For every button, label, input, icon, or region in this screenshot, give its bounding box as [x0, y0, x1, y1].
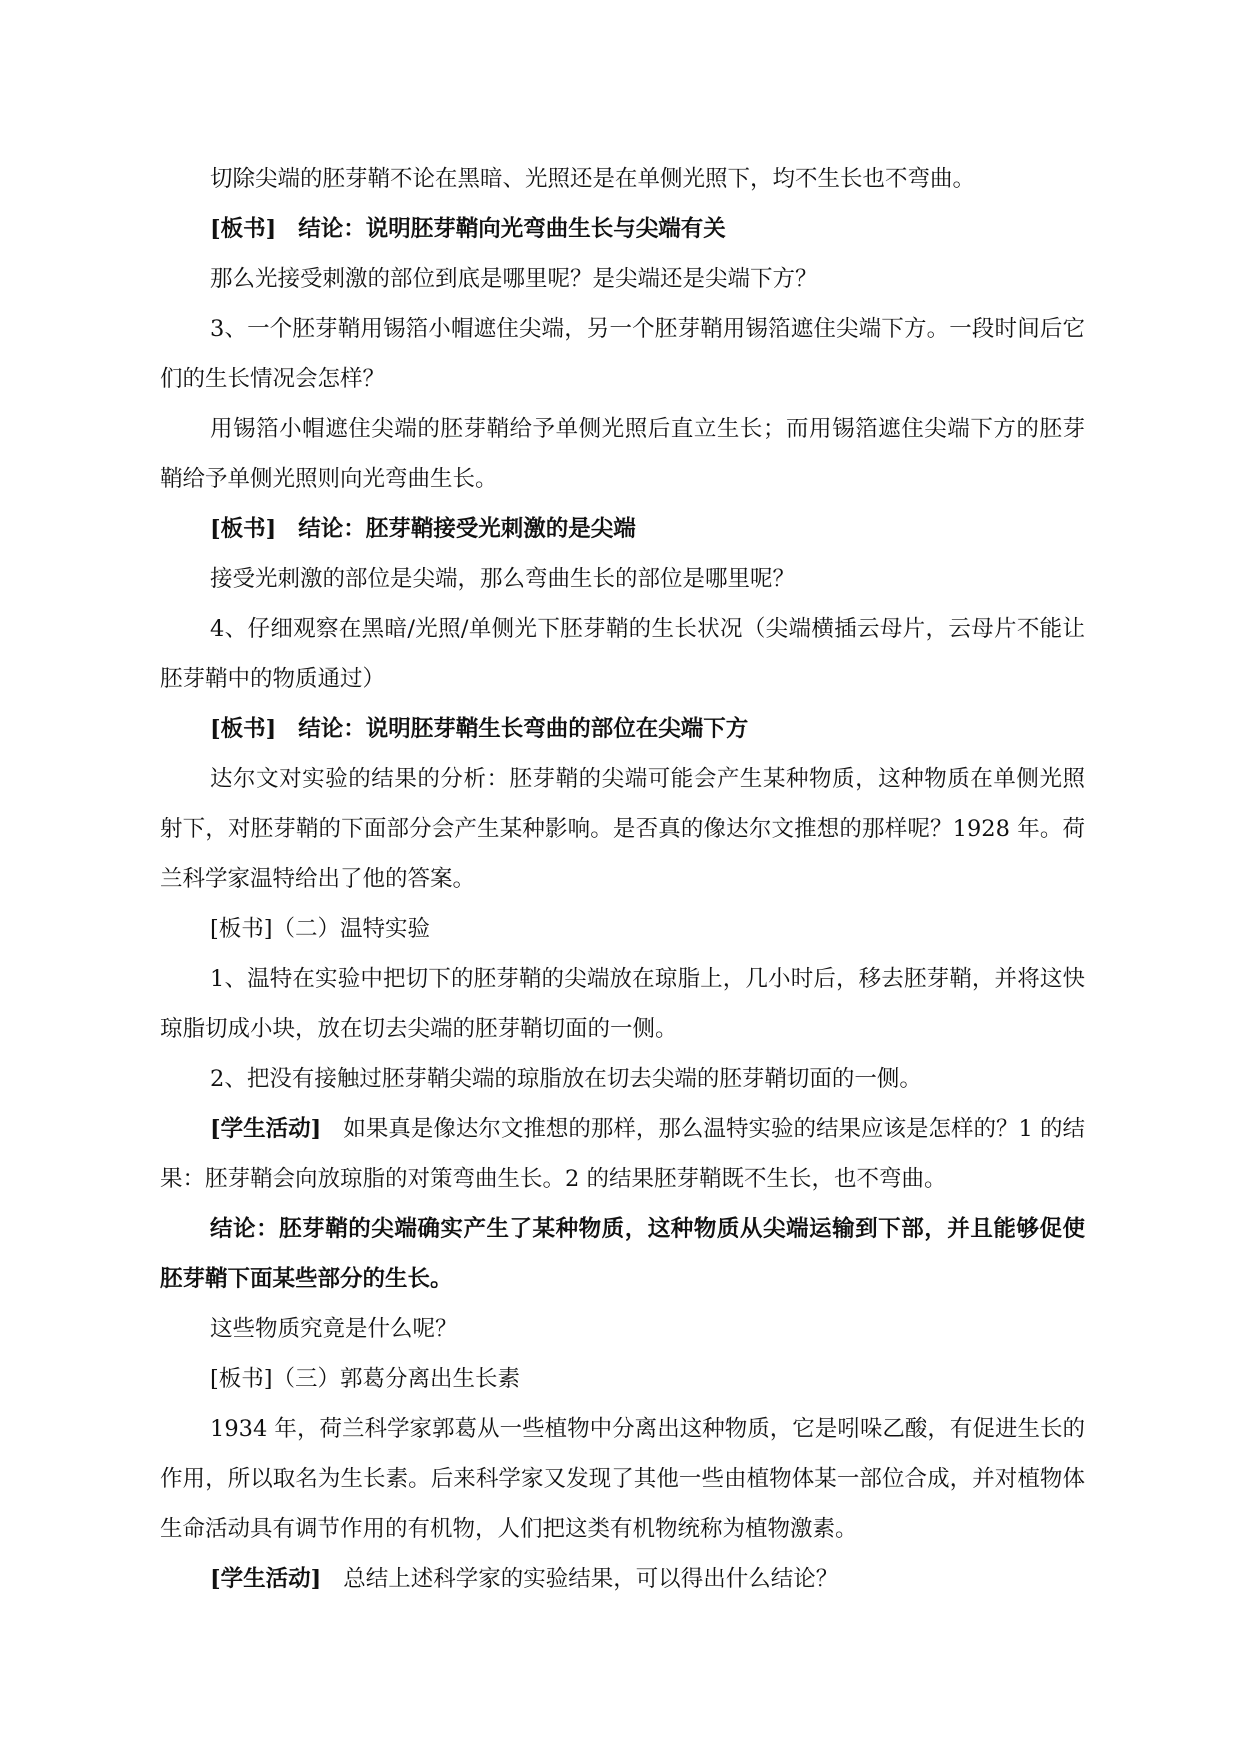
conclusion-text: 结论：说明胚芽鞘生长弯曲的部位在尖端下方	[298, 716, 749, 742]
paragraph-3	[160, 254, 1085, 304]
board-tag: [板书]	[210, 716, 277, 742]
paragraph-16	[160, 1304, 1085, 1354]
conclusion-text: 结论：胚芽鞘的尖端确实产生了某种物质，这种物质从尖端运输到下部，并且能够促使胚芽鞘下面某些部分的生长。	[160, 1216, 1085, 1292]
paragraph-1	[160, 154, 1085, 204]
paragraph-text: 2、把没有接触过胚芽鞘尖端的琼脂放在切去尖端的胚芽鞘切面的一侧。	[210, 1066, 922, 1092]
paragraph-2	[160, 204, 1085, 254]
paragraph-12	[160, 954, 1085, 1054]
paragraph-text: 1934 年，荷兰科学家郭葛从一些植物中分离出这种物质，它是吲哚乙酸，有促进生长的作用，所以取名为生长素。后来科学家又发现了其他一些由植物体某一部位合成，并对植物体生命活动具有调节作用的有机物，人们把这类有机物统称为植物激素。	[160, 1416, 1085, 1542]
board-tag: [板书]	[210, 516, 277, 542]
paragraph-text: 那么光接受刺激的部位到底是哪里呢？是尖端还是尖端下方？	[210, 266, 818, 292]
paragraph-19	[160, 1554, 1085, 1604]
paragraph-text: 这些物质究竟是什么呢？	[210, 1316, 458, 1342]
paragraph-13	[160, 1054, 1085, 1104]
paragraph-10	[160, 754, 1085, 904]
paragraph-7	[160, 554, 1085, 604]
paragraph-text: 1、温特在实验中把切下的胚芽鞘的尖端放在琼脂上，几小时后，移去胚芽鞘，并将这快琼脂切成小块，放在切去尖端的胚芽鞘切面的一侧。	[160, 966, 1085, 1042]
paragraph-text: 4、仔细观察在黑暗/光照/单侧光下胚芽鞘的生长状况（尖端横插云母片，云母片不能让胚芽鞘中的物质通过）	[160, 616, 1085, 692]
paragraph-4	[160, 304, 1085, 404]
paragraph-text: 接受光刺激的部位是尖端，那么弯曲生长的部位是哪里呢？	[210, 566, 796, 592]
conclusion-text: 结论：说明胚芽鞘向光弯曲生长与尖端有关	[298, 216, 726, 242]
board-tag: [板书]	[210, 216, 277, 242]
paragraph-text: 达尔文对实验的结果的分析：胚芽鞘的尖端可能会产生某种物质，这种物质在单侧光照射下，对胚芽鞘的下面部分会产生某种影响。是否真的像达尔文推想的那样呢？1928 年。荷兰科学家温特给出了他的答案。	[160, 766, 1085, 892]
paragraph-18	[160, 1404, 1085, 1554]
paragraph-6	[160, 504, 1085, 554]
conclusion-text: 结论：胚芽鞘接受光刺激的是尖端	[298, 516, 636, 542]
paragraph-11	[160, 904, 1085, 954]
paragraph-14	[160, 1104, 1085, 1204]
paragraph-9	[160, 704, 1085, 754]
paragraph-5	[160, 404, 1085, 504]
section-heading: [板书]（三）郭葛分离出生长素	[210, 1366, 521, 1392]
section-heading: [板书]（二）温特实验	[210, 916, 431, 942]
activity-text: 如果真是像达尔文推想的那样，那么温特实验的结果应该是怎样的？1 的结果：胚芽鞘会向放琼脂的对策弯曲生长。2 的结果胚芽鞘既不生长，也不弯曲。	[160, 1116, 1086, 1192]
paragraph-17	[160, 1354, 1085, 1404]
document-page	[160, 154, 1085, 1604]
paragraph-15	[160, 1204, 1085, 1304]
paragraph-text: 用锡箔小帽遮住尖端的胚芽鞘给予单侧光照后直立生长；而用锡箔遮住尖端下方的胚芽鞘给予单侧光照则向光弯曲生长。	[160, 416, 1085, 492]
paragraph-text: 3、一个胚芽鞘用锡箔小帽遮住尖端，另一个胚芽鞘用锡箔遮住尖端下方。一段时间后它们的生长情况会怎样？	[160, 316, 1085, 392]
paragraph-8	[160, 604, 1085, 704]
paragraph-text: 切除尖端的胚芽鞘不论在黑暗、光照还是在单侧光照下，均不生长也不弯曲。	[210, 166, 976, 192]
student-activity-tag: [学生活动]	[210, 1566, 322, 1592]
student-activity-tag: [学生活动]	[210, 1116, 322, 1142]
activity-text: 总结上述科学家的实验结果，可以得出什么结论？	[343, 1566, 839, 1592]
